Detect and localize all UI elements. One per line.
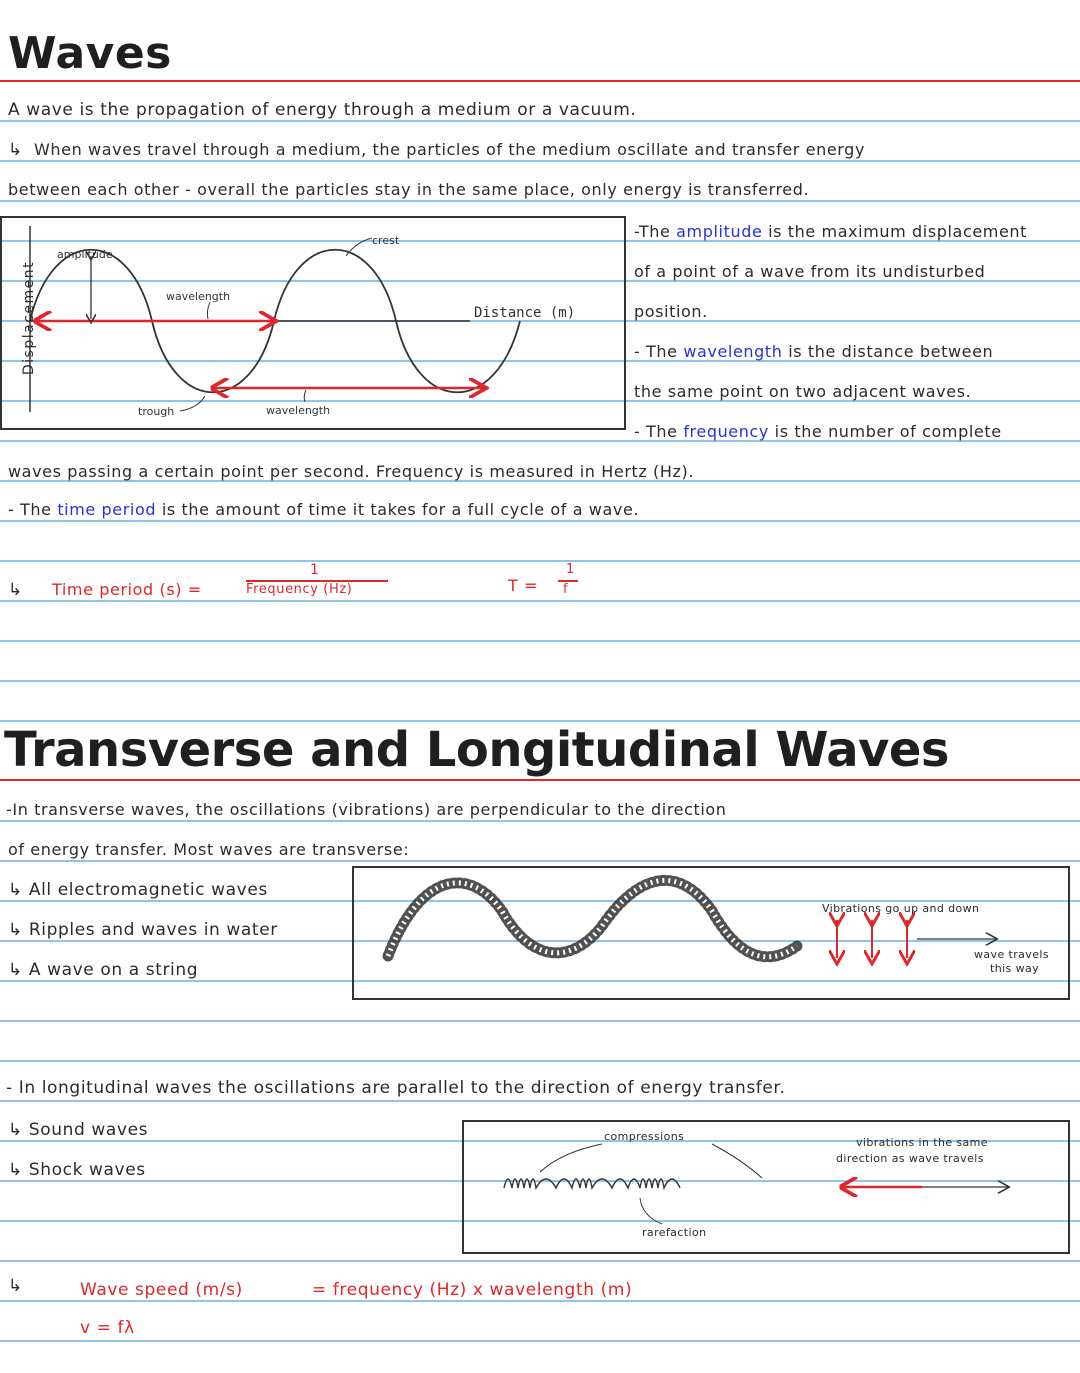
arrow-icon: ↳ bbox=[8, 1276, 23, 1296]
formula-short-left: T = bbox=[508, 576, 539, 595]
frequency-definition-2: waves passing a certain point per second. Frequency is measured in Hertz (Hz). bbox=[8, 462, 695, 481]
wave-speed-equation: = frequency (Hz) x wavelength (m) bbox=[312, 1280, 633, 1300]
formula-denominator: Frequency (Hz) bbox=[246, 582, 353, 597]
compressions-label: compressions bbox=[604, 1130, 685, 1143]
list-item: ↳ A wave on a string bbox=[8, 960, 199, 980]
compression-pointer bbox=[712, 1144, 762, 1178]
rarefaction-label: rarefaction bbox=[642, 1226, 707, 1239]
vibrations-label: Vibrations go up and down bbox=[822, 902, 980, 915]
list-item: ↳ Shock waves bbox=[8, 1160, 146, 1180]
wave-speed-symbols: v = fλ bbox=[80, 1318, 135, 1338]
travel-label: wave travels bbox=[974, 948, 1049, 961]
wave-drawing bbox=[0, 216, 626, 430]
transverse-line-2: of energy transfer. Most waves are transverse: bbox=[8, 840, 410, 859]
coil-spring bbox=[504, 1179, 680, 1188]
list-item: ↳ Sound waves bbox=[8, 1120, 149, 1140]
formula-numerator: 1 bbox=[310, 562, 320, 578]
wave-speed-label: Wave speed (m/s) bbox=[80, 1280, 243, 1300]
x-axis-label: Distance (m) bbox=[474, 305, 576, 321]
page-title: Waves bbox=[8, 28, 172, 79]
coil-spring-inner bbox=[388, 880, 797, 956]
wavelength-definition: - The wavelength is the distance between bbox=[634, 342, 994, 361]
long-vibrations-label: vibrations in the same bbox=[856, 1136, 988, 1149]
list-item: ↳ Ripples and waves in water bbox=[8, 920, 278, 940]
amplitude-definition: -The amplitude is the maximum displacement bbox=[634, 222, 1028, 241]
amplitude-definition-2: of a point of a wave from its undisturbed bbox=[634, 262, 986, 281]
wavelength-definition-2: the same point on two adjacent waves. bbox=[634, 382, 972, 401]
trough-pointer bbox=[180, 396, 205, 411]
arrow-icon: ↳ bbox=[8, 580, 23, 600]
formula-short-denominator: f bbox=[563, 582, 569, 597]
wavelength-label-bottom: wavelength bbox=[266, 404, 331, 417]
formula-short-numerator: 1 bbox=[566, 562, 575, 577]
long-vibrations-label-2: direction as wave travels bbox=[836, 1152, 984, 1165]
formula-left: Time period (s) = bbox=[52, 580, 202, 599]
transverse-line: -In transverse waves, the oscillations (vibrations) are perpendicular to the direction bbox=[6, 800, 727, 819]
wavelength-pointer-top bbox=[207, 302, 210, 319]
crest-label: crest bbox=[372, 234, 400, 247]
list-item: ↳ All electromagnetic waves bbox=[8, 880, 268, 900]
wavelength-label-top: wavelength bbox=[166, 290, 231, 303]
amplitude-definition-3: position. bbox=[634, 302, 708, 321]
travel-label-2: this way bbox=[990, 962, 1040, 975]
section-title: Transverse and Longitudinal Waves bbox=[4, 722, 949, 778]
particles-line: between each other - overall the particles stay in the same place, only energy is transferred. bbox=[8, 180, 810, 199]
transverse-drawing bbox=[352, 866, 1070, 1000]
wavelength-pointer-bottom bbox=[304, 390, 306, 402]
amplitude-label: amplitude bbox=[57, 248, 113, 261]
arrow-icon: ↳ bbox=[8, 140, 23, 160]
time-period-definition: - The time period is the amount of time it takes for a full cycle of a wave. bbox=[8, 500, 640, 519]
y-axis-label: Displacement bbox=[21, 260, 38, 376]
medium-line: When waves travel through a medium, the particles of the medium oscillate and transfer energy bbox=[34, 140, 866, 159]
rarefaction-pointer bbox=[640, 1198, 662, 1224]
trough-label: trough bbox=[138, 405, 175, 418]
frequency-definition: - The frequency is the number of complete bbox=[634, 422, 1002, 441]
longitudinal-line: - In longitudinal waves the oscillations are parallel to the direction of energy transfer. bbox=[6, 1078, 786, 1098]
definition-line: A wave is the propagation of energy through a medium or a vacuum. bbox=[8, 100, 637, 120]
compression-pointer bbox=[540, 1144, 602, 1172]
